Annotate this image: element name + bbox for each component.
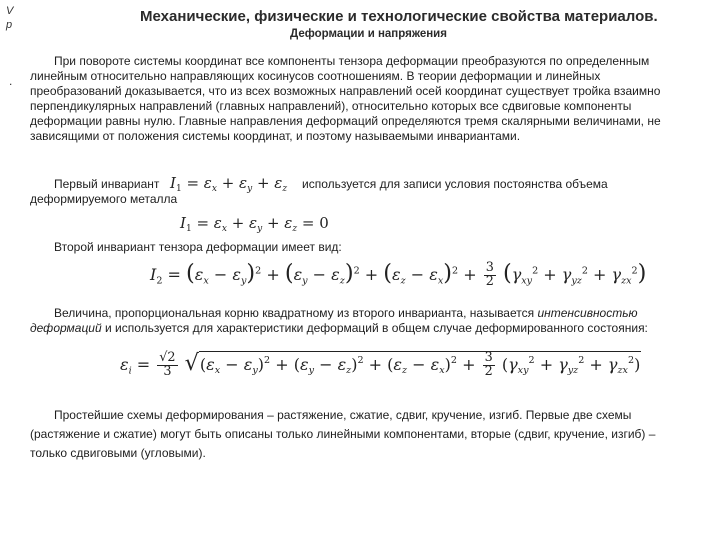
formula-symbol: ε bbox=[429, 265, 438, 284]
formula-symbol: γ bbox=[561, 265, 572, 284]
formula-superscript: 2 bbox=[255, 265, 262, 277]
formula-subscript: x bbox=[437, 275, 444, 287]
formula-superscript: 2 bbox=[627, 355, 635, 367]
formula-symbol: ε bbox=[274, 174, 283, 192]
formula-subscript: x bbox=[211, 184, 217, 195]
formula-symbol: ε bbox=[337, 355, 347, 374]
formula-operator: = bbox=[162, 265, 187, 284]
formula-superscript: 2 bbox=[450, 355, 458, 367]
formula-subscript: x bbox=[214, 365, 221, 377]
formula-symbol: ε bbox=[203, 174, 212, 192]
first-invariant-usage: используется для записи условия постоянства объема bbox=[302, 177, 608, 191]
fraction bbox=[483, 352, 495, 379]
formula-operator: + bbox=[216, 174, 240, 192]
formula-symbol: γ bbox=[611, 265, 622, 284]
formula-subscript: z bbox=[339, 275, 345, 287]
strain-intensity-formula: $\varepsilon_i$ = $\frac{√2}{3}$ $√(\varepsilon_x - \varepsilon_y)^2 + (\varepsilon_y - \varepsilon_z)^2 + (\varepsilon_z - \varepsilon_x)^2$ + $\frac{3}{2}$ $(\gamma_{xy}^2 + \gamma_{yz}^2 + \gamma_{zx}^2)$ bbox=[120, 350, 641, 379]
volume-constancy-formula bbox=[180, 214, 329, 234]
formula-symbol: ε bbox=[284, 214, 293, 232]
fraction-denominator: 2 bbox=[485, 274, 494, 289]
formula-operator: = bbox=[131, 355, 156, 374]
formula-superscript: 2 bbox=[528, 355, 535, 367]
formula-symbol: I bbox=[150, 265, 157, 284]
intensity-text-b: и используется для характеристики деформаций в общем случае деформированного состояния: bbox=[105, 321, 648, 335]
page-subtitle: Деформации и напряжения bbox=[290, 28, 447, 40]
formula-superscript: 2 bbox=[452, 265, 459, 277]
fraction-numerator: 3 bbox=[485, 260, 494, 276]
formula-superscript: 2 bbox=[581, 265, 588, 277]
fraction-numerator: √2 bbox=[159, 350, 176, 366]
second-invariant-formula: $I_2 = (\varepsilon_x - \varepsilon_y)^2 + (\varepsilon_y - \varepsilon_z)^2 + (\varepsilon_z - \varepsilon_x)^2$ + $\frac{3}{2}$ $(\gamma_{xy}^2 + \gamma_{yz}^2 + \gamma_{zx}^2)$ bbox=[150, 260, 647, 289]
formula-superscript: 2 bbox=[631, 265, 638, 277]
formula-subscript: z bbox=[346, 365, 352, 377]
formula-symbol: ε bbox=[232, 265, 241, 284]
paragraph-invariants-intro: При повороте системы координат все компоненты тензора деформации преобразуются по определенным линейным относительно направляющих косинусов соотношениям. В теории деформации и линейных преобразований доказывается, что из всех возможных направлений осей координат существует тройка взаимно перпендикулярных направлений (главных направлений), относительно которых все сдвиговые компоненты деформации равны нулю. Главные направления деформаций определяются тремя скалярными величинами, не зависящими от положения системы координат, и поэтому называемыми инвариантами. bbox=[30, 54, 661, 143]
intensity-term: интенсивностью деформаций bbox=[30, 306, 638, 335]
formula-operator: + bbox=[252, 174, 275, 192]
formula-subscript: 2 bbox=[156, 275, 163, 287]
formula-superscript: 2 bbox=[357, 355, 364, 367]
first-invariant-formula bbox=[170, 174, 287, 194]
formula-operator: = bbox=[181, 174, 204, 192]
formula-subscript: i bbox=[128, 365, 132, 377]
formula-symbol: γ bbox=[511, 265, 522, 284]
fraction bbox=[157, 352, 177, 379]
formula-symbol: ε bbox=[331, 265, 340, 284]
formula-symbol: ε bbox=[393, 355, 402, 374]
fraction-numerator: 3 bbox=[484, 350, 493, 366]
formula-subscript: x bbox=[439, 365, 445, 377]
formula-subscript: z bbox=[282, 184, 288, 195]
formula-subscript: y bbox=[247, 184, 253, 195]
sqrt-radicand: $(\varepsilon_x - \varepsilon_y)^2 + (\varepsilon_y - \varepsilon_z)^2 + (\varepsilon_z - \varepsilon_x)^2$ + $\frac{3}{2}$ $(\gamma_{xy}^2 + \gamma_{yz}^2 + \gamma_{zx}^2)$ bbox=[199, 350, 641, 379]
formula-operator: + bbox=[262, 214, 285, 232]
formula-superscript: 2 bbox=[578, 355, 585, 367]
formula-symbol: γ bbox=[558, 355, 568, 374]
formula-symbol: I bbox=[180, 214, 186, 232]
formula-rhs: = 0 bbox=[297, 214, 329, 232]
bullet-dot: . bbox=[9, 74, 13, 88]
formula-symbol: ε bbox=[430, 355, 440, 374]
formula-subscript: x bbox=[221, 224, 227, 235]
formula-superscript: 2 bbox=[353, 265, 360, 277]
formula-subscript: y bbox=[257, 224, 263, 235]
fraction bbox=[484, 262, 496, 289]
first-invariant-label: Первый инвариант bbox=[54, 177, 160, 191]
formula-symbol: γ bbox=[508, 355, 518, 374]
formula-symbol: γ bbox=[607, 355, 618, 374]
formula-subscript: 1 bbox=[175, 184, 182, 195]
paragraph-deformation-schemes: Простейшие схемы деформирования – растяжение, сжатие, сдвиг, кручение, изгиб. Первые две схемы (растяжение и сжатие) могут быть описаны только линейными компонентами, вторые (сдвиг, кручение, изгиб) – только сдвиговыми (угловыми). bbox=[30, 408, 656, 460]
fraction-denominator: 3 bbox=[163, 364, 172, 379]
second-invariant-label: Второй инвариант тензора деформации имеет вид: bbox=[54, 240, 342, 254]
formula-subscript: y bbox=[308, 365, 314, 377]
corner-mark-2: p bbox=[6, 19, 13, 31]
formula-symbol: ε bbox=[239, 174, 248, 192]
formula-subscript: y bbox=[252, 365, 258, 377]
formula-subscript: z bbox=[292, 224, 298, 235]
corner-mark-1: V bbox=[6, 5, 14, 17]
formula-superscript: 2 bbox=[532, 265, 539, 277]
formula-symbol: ε bbox=[392, 265, 401, 284]
formula-symbol: ε bbox=[293, 265, 303, 284]
first-invariant-usage-cont: деформируемого металла bbox=[30, 192, 178, 206]
formula-subscript: z bbox=[402, 365, 408, 377]
formula-superscript: 2 bbox=[264, 355, 271, 367]
formula-subscript: 1 bbox=[185, 224, 192, 235]
paragraph-intensity bbox=[30, 306, 690, 336]
formula-symbol: ε bbox=[249, 214, 258, 232]
formula-symbol: I bbox=[170, 174, 176, 192]
formula-symbol: ε bbox=[194, 265, 204, 284]
formula-symbol: ε bbox=[120, 355, 129, 374]
formula-subscript: x bbox=[203, 275, 209, 287]
formula-symbol: ε bbox=[213, 214, 222, 232]
page-title: Механические, физические и технологические свойства материалов. bbox=[140, 8, 658, 25]
formula-operator: + bbox=[226, 214, 250, 232]
formula-subscript: z bbox=[400, 275, 406, 287]
formula-symbol: ε bbox=[299, 355, 309, 374]
formula-subscript: y bbox=[302, 275, 308, 287]
formula-symbol: ε bbox=[206, 355, 215, 374]
formula-operator: = bbox=[191, 214, 214, 232]
intensity-text-a: Величина, пропорциональная корню квадратному из второго инварианта, называется bbox=[54, 306, 535, 320]
formula-symbol: ε bbox=[243, 355, 253, 374]
formula-subscript: y bbox=[240, 275, 247, 287]
fraction-denominator: 2 bbox=[484, 364, 493, 379]
corner-marks bbox=[6, 4, 13, 32]
